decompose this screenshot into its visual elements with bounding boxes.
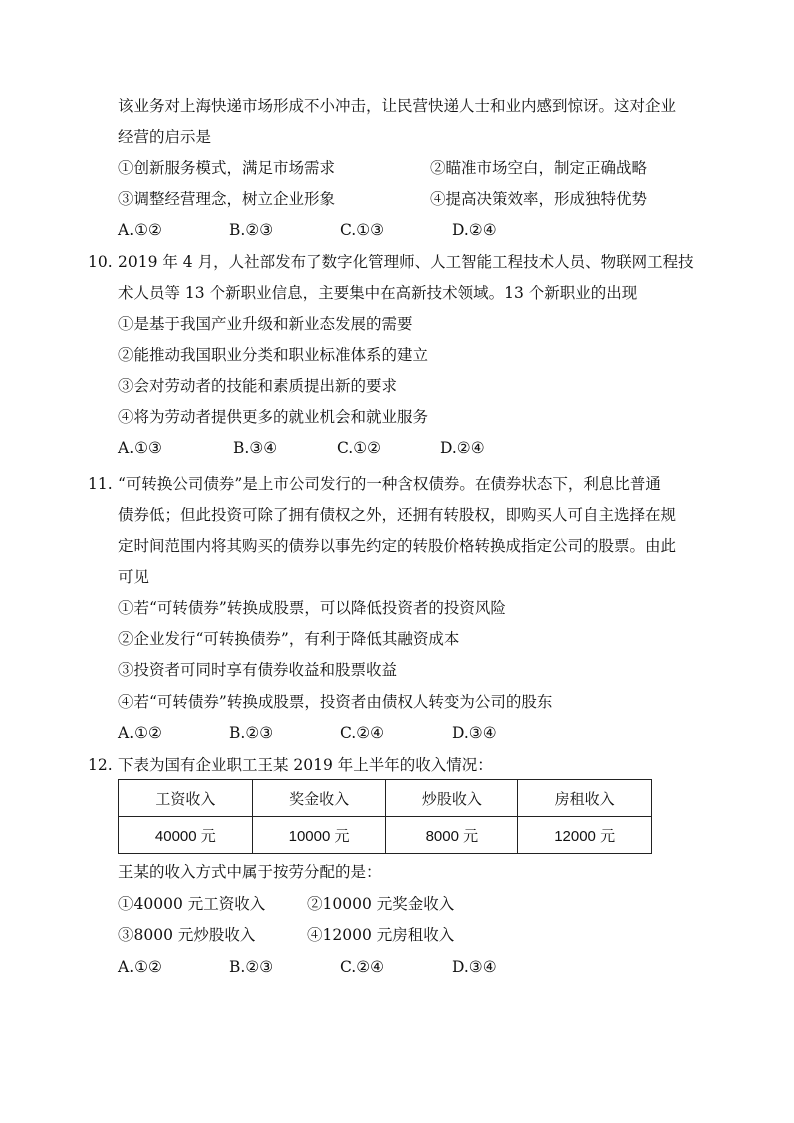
- q10-statement-1: ①是基于我国产业升级和新业态发展的需要: [118, 315, 413, 333]
- q10-stem-line-1: 2019 年 4 月，人社部发布了数字化管理师、人工智能工程技术人员、物联网工程技: [118, 253, 694, 271]
- q12-choice-d: D.③④: [452, 958, 497, 976]
- table-header-rent: 房租收入: [518, 780, 652, 817]
- q11-stem-line-4: 可见: [118, 568, 150, 586]
- q12-number: 12.: [88, 756, 113, 774]
- q10-choice-a: A.①③: [118, 439, 162, 457]
- q10-statement-2: ②能推动我国职业分类和职业标准体系的建立: [118, 346, 429, 364]
- q11-statement-2: ②企业发行“可转换债券”，有利于降低其融资成本: [118, 630, 460, 648]
- q10-statement-4: ④将为劳动者提供更多的就业机会和就业服务: [118, 408, 429, 426]
- q12-choice-c: C.②④: [340, 958, 385, 976]
- q9-stem-line-1: 该业务对上海快递市场形成不小冲击，让民营快递人士和业内感到惊讶。这对企业: [118, 97, 677, 115]
- q9-choice-b: B.②③: [229, 221, 274, 239]
- q12-statement-1: ①40000 元工资收入: [118, 895, 266, 913]
- table-header-salary: 工资收入: [119, 780, 253, 817]
- q11-choice-a: A.①②: [118, 724, 162, 742]
- q12-choice-b: B.②③: [229, 958, 274, 976]
- q9-choice-d: D.②④: [452, 221, 497, 239]
- q9-statement-4: ④提高决策效率，形成独特优势: [430, 190, 648, 208]
- table-header-stock: 炒股收入: [386, 780, 518, 817]
- q11-choice-d: D.③④: [452, 724, 497, 742]
- income-table-header-row: [119, 780, 652, 817]
- table-value-bonus: 10000 元: [252, 817, 386, 854]
- q12-statement-2: ②10000 元奖金收入: [307, 895, 455, 913]
- table-value-stock: 8000 元: [386, 817, 518, 854]
- q11-statement-4: ④若“可转债券”转换成股票，投资者由债权人转变为公司的股东: [118, 693, 553, 711]
- q11-choice-c: C.②④: [340, 724, 385, 742]
- table-value-salary: 40000 元: [119, 817, 253, 854]
- income-table-value-row: [119, 817, 652, 854]
- q10-choice-b: B.③④: [233, 439, 278, 457]
- q10-number: 10.: [88, 253, 113, 271]
- income-table: [118, 779, 652, 854]
- q11-stem-line-1: “可转换公司债券”是上市公司发行的一种含权债券。在债券状态下，利息比普通: [118, 475, 661, 493]
- q9-choice-c: C.①③: [340, 221, 385, 239]
- table-value-rent: 12000 元: [518, 817, 652, 854]
- q9-stem-line-2: 经营的启示是: [118, 128, 212, 146]
- q9-statement-2: ②瞄准市场空白，制定正确战略: [430, 159, 648, 177]
- q12-question: 王某的收入方式中属于按劳分配的是：: [118, 863, 382, 881]
- q12-statement-4: ④12000 元房租收入: [307, 926, 455, 944]
- q12-statement-3: ③8000 元炒股收入: [118, 926, 256, 944]
- q11-stem-line-3: 定时间范围内将其购买的债券以事先约定的转股价格转换成指定公司的股票。由此: [118, 537, 677, 555]
- q11-choice-b: B.②③: [229, 724, 274, 742]
- q11-number: 11.: [88, 475, 113, 493]
- q11-statement-3: ③投资者可同时享有债券收益和股票收益: [118, 661, 398, 679]
- q12-choice-a: A.①②: [118, 958, 162, 976]
- q10-choice-d: D.②④: [440, 439, 485, 457]
- table-header-bonus: 奖金收入: [252, 780, 386, 817]
- q10-choice-c: C.①②: [337, 439, 382, 457]
- q9-statement-1: ①创新服务模式，满足市场需求: [118, 159, 336, 177]
- q9-statement-3: ③调整经营理念，树立企业形象: [118, 190, 336, 208]
- q9-choice-a: A.①②: [118, 221, 162, 239]
- q11-stem-line-2: 债券低；但此投资可除了拥有债权之外，还拥有转股权，即购买人可自主选择在规: [118, 506, 677, 524]
- q10-stem-line-2: 术人员等 13 个新职业信息，主要集中在高新技术领域。13 个新职业的出现: [118, 284, 638, 302]
- q11-statement-1: ①若“可转债券”转换成股票，可以降低投资者的投资风险: [118, 599, 506, 617]
- q10-statement-3: ③会对劳动者的技能和素质提出新的要求: [118, 377, 398, 395]
- q12-stem: 下表为国有企业职工王某 2019 年上半年的收入情况：: [118, 756, 493, 774]
